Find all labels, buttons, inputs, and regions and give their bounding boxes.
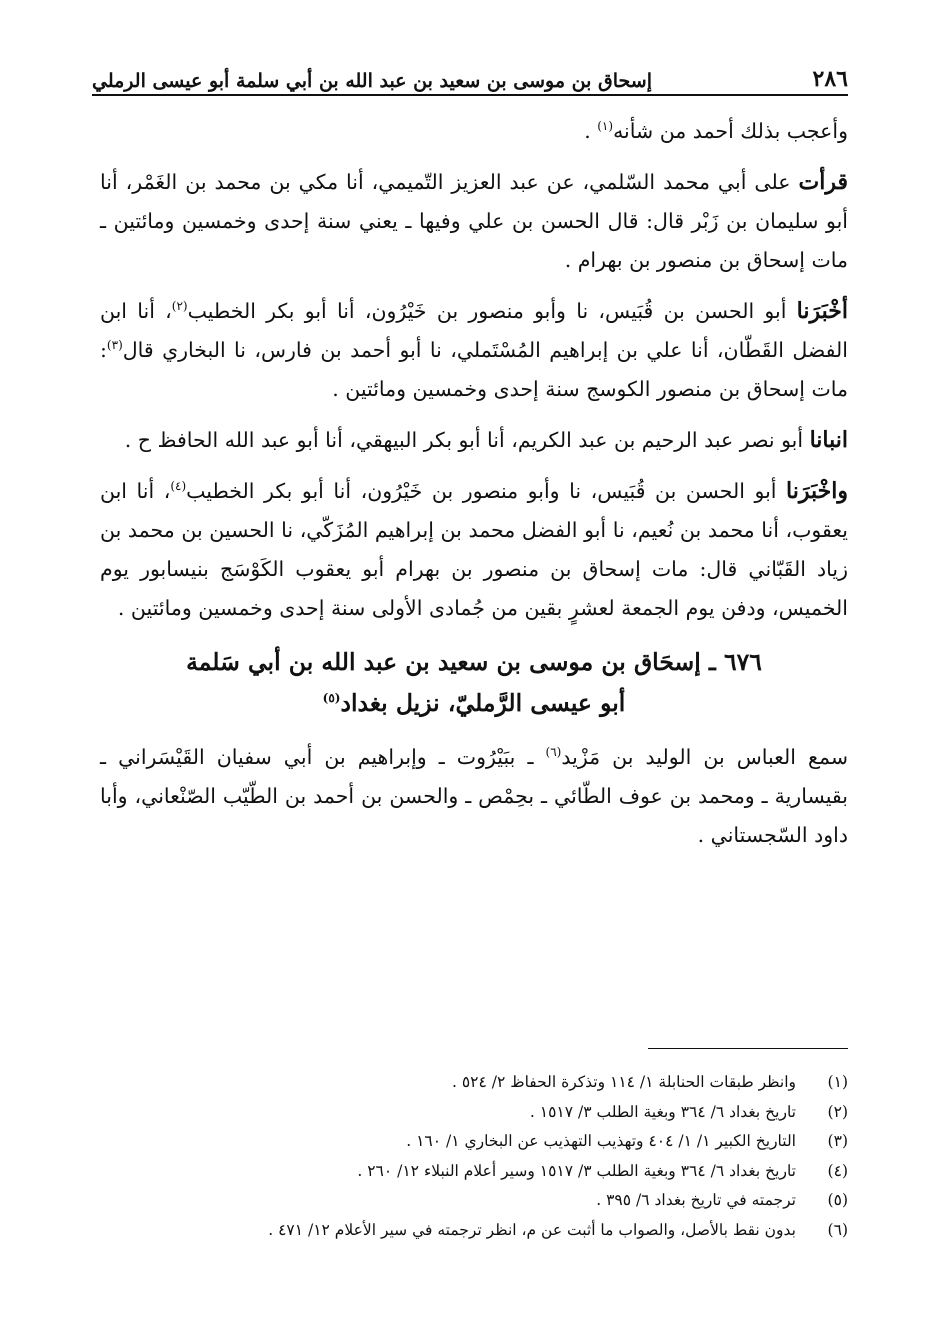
page-number: ٢٨٦ xyxy=(812,66,848,92)
paragraph-text: على أبي محمد السّلمي، عن عبد العزيز التّميمي، أنا مكي بن محمد بن الغَمْر، أنا أبو سليمان بن زَبْر قال: قال الحسن بن علي وفيها ـ يعني سنة إحدى وخمسين ومائتين ـ مات إسحاق بن منصور بن بهرام . xyxy=(100,170,848,272)
paragraph-text: ، أنا ابن الفضل القَطّان، أنا علي بن إبراهيم المُسْتَملي، نا أبو أحمد بن فارس، نا البخاري قال xyxy=(100,299,848,362)
footnote-text: وانظر طبقات الحنابلة ١/ ١١٤ وتذكرة الحفاظ ٢/ ٥٢٤ . xyxy=(451,1073,796,1091)
page-header xyxy=(92,56,848,92)
paragraph-text: وأعجب بذلك أحمد من شأنه xyxy=(613,119,848,143)
paragraph-text: . xyxy=(584,119,598,143)
footnote-item xyxy=(100,1186,848,1216)
paragraph-lead-word: انبانا xyxy=(809,427,848,453)
paragraph-text: أبو الحسن بن قُبَيس، نا وأبو منصور بن خَيْرُون، أنا أبو بكر الخطيب xyxy=(187,299,797,323)
paragraph-2 xyxy=(100,163,848,280)
paragraph-text: ، أنا ابن يعقوب، أنا محمد بن نُعيم، نا أبو الفضل محمد بن إبراهيم المُزَكّي، نا الحسين بن محمد بن زياد القَبّاني قال: مات إسحاق بن منصور بن بهرام أبو يعقوب الكَوْسَج بنيسابور يوم الخميس، ودفن يوم الجمعة لعشرٍ بقين من جُمادى الأولى سنة إحدى وخمسين ومائتين . xyxy=(100,479,849,620)
footnote-text: التاريخ الكبير ١/ ١/ ٤٠٤ وتهذيب التهذيب عن البخاري ١/ ١٦٠ . xyxy=(406,1132,796,1150)
footnote-ref[interactable]: (٣) xyxy=(106,338,123,353)
running-title: إسحاق بن موسى بن سعيد بن عبد الله بن أبي سلمة أبو عيسى الرملي xyxy=(92,70,652,92)
footnote-text: تاريخ بغداد ٦/ ٣٦٤ وبغية الطلب ٣/ ١٥١٧ . xyxy=(529,1102,796,1121)
entry-heading-line-2 xyxy=(100,683,848,724)
entry-heading-text: أبو عيسى الرَّمليّ، نزيل بغداد xyxy=(340,689,626,717)
footnote-item xyxy=(100,1157,848,1187)
footnote-item xyxy=(100,1127,848,1157)
paragraph-lead-word: قرأت xyxy=(798,169,848,195)
header-rule xyxy=(92,94,848,96)
paragraph-1 xyxy=(100,112,848,151)
entry-heading-line-1: ٦٧٦ ـ إسحَاق بن موسى بن سعيد بن عبد الله بن أبي سَلمة xyxy=(186,648,762,676)
footnote-ref[interactable]: (٦) xyxy=(545,745,562,760)
footnote-ref[interactable]: (١) xyxy=(597,119,614,134)
footnote-item xyxy=(100,1098,848,1128)
footnotes xyxy=(100,1068,848,1245)
paragraph-text: : مات إسحاق بن منصور الكوسج سنة إحدى وخمسين ومائتين . xyxy=(100,338,848,401)
main-text xyxy=(100,112,848,867)
footnote-text: تاريخ بغداد ٦/ ٣٦٤ وبغية الطلب ٣/ ١٥١٧ وسير أعلام النبلاء ١٢/ ٢٦٠ . xyxy=(357,1161,796,1180)
footnote-item xyxy=(100,1216,848,1246)
footnote-number: (٢) xyxy=(827,1102,848,1121)
footnote-item xyxy=(100,1068,848,1098)
footnote-ref[interactable]: (٢) xyxy=(171,299,188,314)
paragraph-text: ـ ببَيْرُوت ـ وإبراهيم بن أبي سفيان القَيْسَراني ـ بقيسارية ـ ومحمد بن عوف الطّائي ـ بحِمْص ـ والحسن بن أحمد بن الطّيّب الصّنْعاني، وأبا داود السّجستاني . xyxy=(100,745,848,847)
footnote-number: (١) xyxy=(827,1073,848,1091)
footnote-text: ترجمته في تاريخ بغداد ٦/ ٣٩٥ . xyxy=(596,1191,796,1209)
paragraph-4 xyxy=(100,421,848,460)
footnote-number: (٣) xyxy=(827,1132,848,1150)
footnote-rule xyxy=(648,1048,848,1049)
entry-heading xyxy=(100,642,848,724)
footnote-number: (٤) xyxy=(827,1161,848,1180)
paragraph-lead-word: أخْبَرَنا xyxy=(796,298,848,324)
paragraph-5 xyxy=(100,472,848,628)
footnote-number: (٦) xyxy=(827,1220,848,1239)
paragraph-text: سمع العباس بن الوليد بن مَزْيد xyxy=(561,745,848,769)
footnote-ref[interactable]: (٤) xyxy=(170,479,187,494)
footnote-ref[interactable]: (٥) xyxy=(322,691,341,706)
footnote-number: (٥) xyxy=(827,1191,848,1209)
paragraph-lead-word: واخْبَرَنا xyxy=(786,478,848,504)
entry-body-paragraph xyxy=(100,738,848,855)
paragraph-3 xyxy=(100,292,848,409)
paragraph-text: أبو نصر عبد الرحيم بن عبد الكريم، أنا أبو بكر البيهقي، أنا أبو عبد الله الحافظ ح . xyxy=(124,428,810,452)
footnote-text: بدون نقط بالأصل، والصواب ما أثبت عن م، انظر ترجمته في سير الأعلام ١٢/ ٤٧١ . xyxy=(268,1220,796,1239)
paragraph-text: أبو الحسن بن قُبَيس، نا وأبو منصور بن خَيْرُون، أنا أبو بكر الخطيب xyxy=(186,479,787,503)
